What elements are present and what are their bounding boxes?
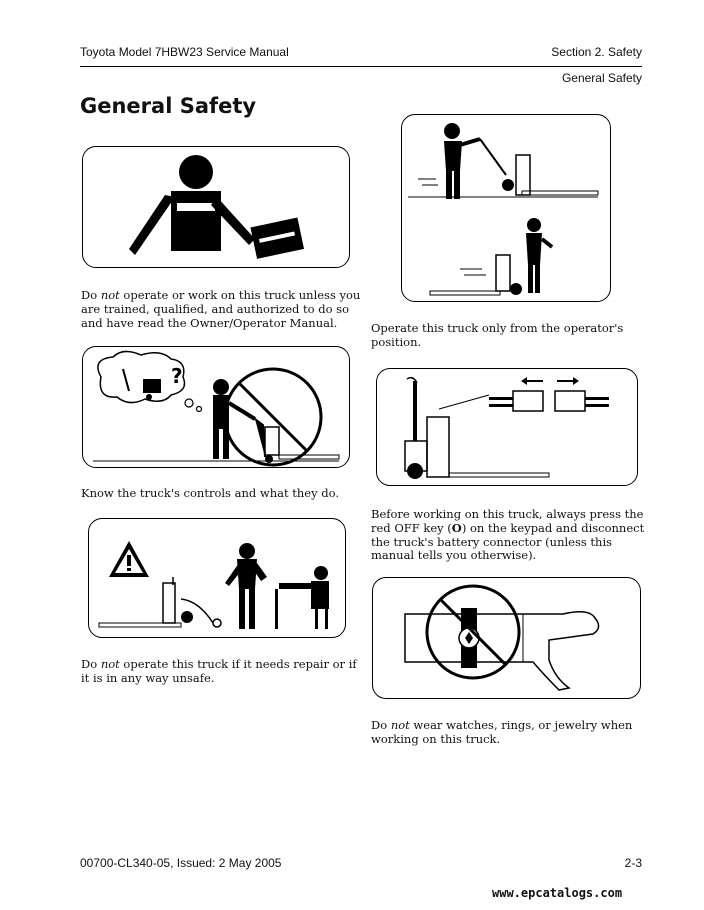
- header-rule: [80, 66, 642, 67]
- subsection-label: General Safety: [561, 71, 642, 85]
- caption-jewelry: Do not wear watches, rings, or jewelry when working on this truck.: [371, 718, 633, 746]
- off-key-symbol: O: [451, 520, 462, 535]
- caption-operator: Operate this truck only from the operator's position.: [371, 321, 624, 349]
- caption-trained: Do not operate or work on this truck unless you are trained, qualified, and authorized to do so and have read the Owner/Operator Manual.: [81, 288, 361, 330]
- manual-title: Toyota Model 7HBW23 Service Manual: [80, 45, 289, 59]
- question-mark-icon: ?: [171, 364, 183, 388]
- illustration-trained-operator: [82, 146, 350, 268]
- caption-repair: Do not operate this truck if it needs repair or if it is in any way unsafe.: [81, 657, 357, 685]
- document-id: 00700-CL340-05, Issued: 2 May 2005: [80, 856, 282, 870]
- section-label: Section 2. Safety: [551, 45, 642, 59]
- illustration-operator-position: [401, 114, 611, 302]
- caption-battery: Before working on this truck, always press the red OFF key (O) on the keypad and disconnect the truck's battery connector (unless this manual tells you otherwise).: [371, 507, 645, 563]
- page-number: 2-3: [624, 856, 642, 870]
- illustration-know-controls: [82, 346, 350, 468]
- illustration-no-jewelry: [372, 577, 641, 699]
- illustration-unsafe-truck: [88, 518, 346, 638]
- illustration-battery-connector: [376, 368, 638, 486]
- page-title: General Safety: [80, 94, 257, 118]
- caption-controls: Know the truck's controls and what they do.: [81, 486, 339, 500]
- watermark: www.epcatalogs.com: [492, 886, 623, 900]
